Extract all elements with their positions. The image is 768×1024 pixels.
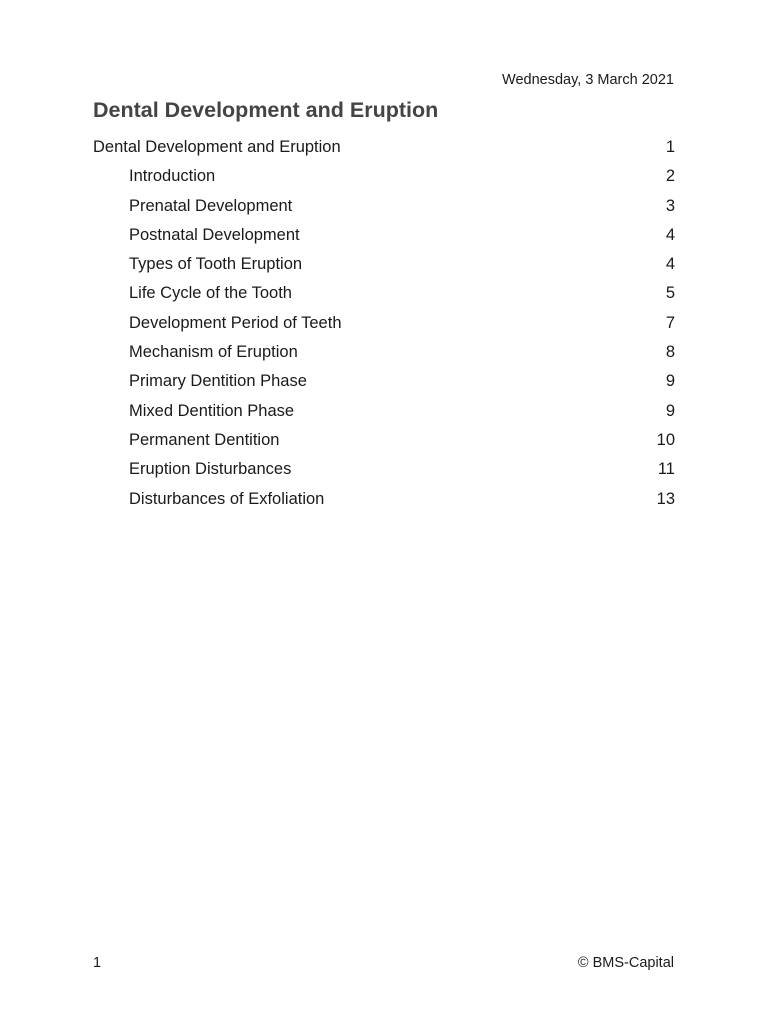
toc-entry-label[interactable]: Introduction [129, 167, 216, 186]
toc-entry-page: 9 [665, 401, 675, 420]
footer-copyright: © BMS-Capital [577, 955, 674, 971]
toc-entry-label[interactable]: Development Period of Teeth [129, 313, 342, 332]
toc-entry-page: 1 [665, 138, 675, 156]
toc-entry-label[interactable]: Eruption Disturbances [129, 460, 292, 479]
toc-entry-page: 9 [665, 372, 675, 391]
table-of-contents [93, 137, 675, 518]
footer-page-number: 1 [93, 955, 102, 971]
toc-entry-label[interactable]: Disturbances of Exfoliation [129, 489, 325, 508]
toc-entry-page: 2 [665, 167, 675, 186]
toc-entry[interactable] [93, 254, 675, 283]
toc-entry-page: 8 [665, 343, 675, 362]
toc-entry-page: 4 [665, 255, 675, 274]
toc-entry-label[interactable]: Prenatal Development [129, 196, 293, 215]
toc-entry[interactable] [93, 401, 675, 430]
toc-entry[interactable] [93, 430, 675, 459]
toc-entry[interactable] [93, 196, 675, 225]
toc-entry-page: 11 [657, 460, 675, 479]
toc-entry-label[interactable]: Primary Dentition Phase [129, 372, 307, 391]
toc-entry[interactable] [93, 371, 675, 400]
toc-entry-page: 4 [665, 225, 675, 244]
toc-entry-label[interactable]: Postnatal Development [129, 225, 300, 244]
toc-entry[interactable] [93, 459, 675, 488]
toc-entry-label[interactable]: Mixed Dentition Phase [129, 401, 295, 420]
toc-entry[interactable] [93, 166, 675, 195]
toc-entry-page: 13 [656, 489, 675, 508]
toc-entry[interactable] [93, 313, 675, 342]
toc-entry[interactable] [93, 342, 675, 371]
toc-entry-page: 7 [665, 313, 675, 332]
toc-entry-label[interactable]: Dental Development and Eruption [93, 138, 341, 156]
document-title: Dental Development and Eruption [93, 98, 439, 122]
toc-entry-label[interactable]: Types of Tooth Eruption [129, 255, 303, 274]
toc-entry-page: 5 [665, 284, 675, 303]
toc-entry-page: 3 [665, 196, 675, 215]
toc-entry[interactable] [93, 489, 675, 518]
toc-entry[interactable] [93, 137, 675, 166]
toc-entry[interactable] [93, 283, 675, 312]
toc-entry-label[interactable]: Permanent Dentition [129, 430, 280, 449]
toc-entry-label[interactable]: Mechanism of Eruption [129, 343, 298, 362]
document-date: Wednesday, 3 March 2021 [502, 72, 674, 88]
toc-entry-label[interactable]: Life Cycle of the Tooth [129, 284, 292, 303]
toc-entry-page: 10 [656, 430, 675, 449]
toc-entry[interactable] [93, 225, 675, 254]
